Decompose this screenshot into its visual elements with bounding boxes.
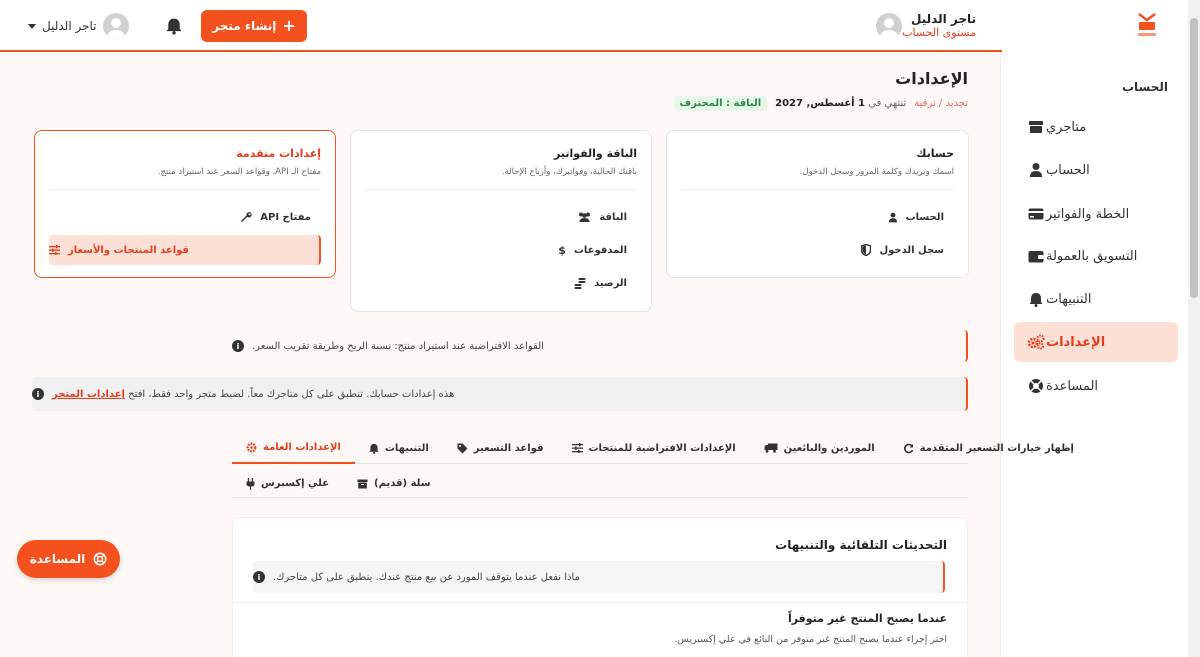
setting-label: عندما يصبح المنتج غير متوفراً: [787, 612, 947, 625]
top-bar: [0, 0, 1002, 52]
lifebuoy-icon: [93, 552, 107, 566]
section-note: i ماذا نفعل عندما يتوقف المورد عن بيع منتج عندك. ينطبق على كل متاجرك.: [253, 561, 945, 593]
auto-updates-panel: [232, 517, 968, 657]
sidebar-item-label: الخطة والفواتير: [1046, 206, 1130, 222]
tab-product-defaults[interactable]: الإعدادات الافتراضية للمنتجات: [558, 432, 750, 464]
sliders-icon: [49, 245, 60, 255]
info-icon: i: [232, 340, 244, 352]
tab-aliexpress[interactable]: علي إكسبرس: [232, 478, 343, 490]
tag-icon: [457, 443, 468, 454]
gear-icon: [246, 442, 257, 453]
card-title: إعدادات متقدمة: [236, 147, 321, 160]
sidebar-item-notifications[interactable]: [1014, 279, 1178, 319]
archive-icon: [357, 479, 368, 489]
plan-expiry: تنتهي في 1 أغسطس, 2027: [775, 98, 907, 109]
renew-upgrade-link[interactable]: تجديد / ترقية: [914, 98, 968, 109]
info-icon: i: [253, 571, 265, 583]
chevron-down-icon: [28, 24, 36, 29]
refresh-icon: [903, 443, 914, 454]
plus-icon: +: [282, 16, 296, 35]
sidebar-item-account[interactable]: [1014, 150, 1178, 190]
sidebar-item-label: متاجري: [1046, 119, 1087, 135]
sidebar-heading: الحساب: [1121, 80, 1168, 94]
section-title: التحديثات التلقائية والتنبيهات: [775, 538, 947, 552]
truck-icon: [764, 443, 778, 453]
advanced-settings-card: [34, 130, 336, 278]
sidebar-item-label: التنبيهات: [1046, 291, 1092, 307]
info-icon: i: [32, 388, 44, 400]
payments-link[interactable]: $ المدفوعات: [558, 243, 627, 257]
sidebar-item-billing[interactable]: [1014, 194, 1178, 234]
tab-salla-legacy[interactable]: سلة (قديم): [343, 478, 445, 489]
plan-status: [674, 96, 968, 111]
avatar: [103, 13, 129, 39]
page-scrollbar[interactable]: [1188, 0, 1200, 657]
store-settings-link[interactable]: إعدادات المتجر: [52, 388, 125, 400]
rules-info-note: i القواعد الافتراضية عند استيراد منتج: نسبة الربح وطريقة تقريب السعر.: [232, 330, 968, 362]
tab-suppliers[interactable]: الموردين والبائعين: [750, 432, 889, 464]
card-subtitle: مفتاح الـ API، وقواعد السعر عند استيراد منتج.: [157, 167, 321, 177]
notifications-bell-icon[interactable]: [166, 17, 182, 35]
sidebar-item-settings[interactable]: [1014, 322, 1178, 362]
balance-link[interactable]: الرصيد: [574, 269, 637, 297]
sidebar-item-label: المساعدة: [1046, 378, 1099, 394]
wrench-icon: [241, 212, 252, 223]
sidebar-item-label: التسويق بالعمولة: [1046, 248, 1138, 264]
plan-badge: الباقة : المحترف: [674, 96, 768, 111]
tab-notifications[interactable]: التنبيهات: [355, 432, 443, 464]
user-name: تاجر الدليل: [911, 12, 976, 26]
users-icon: [578, 212, 591, 222]
sidebar: [1000, 0, 1188, 657]
account-card: [666, 130, 969, 278]
shield-icon: [861, 244, 871, 256]
brand-logo[interactable]: [1136, 10, 1158, 40]
user-icon: [1026, 160, 1046, 180]
avatar: [876, 13, 902, 39]
store-icon: [1026, 117, 1046, 137]
scrollbar-thumb[interactable]: [1190, 18, 1198, 298]
page-title: الإعدادات: [895, 69, 968, 88]
sidebar-item-affiliate[interactable]: [1014, 236, 1178, 276]
user-dropdown[interactable]: [28, 13, 129, 39]
tab-general[interactable]: الإعدادات العامة: [232, 432, 355, 464]
api-key-link[interactable]: مفتاح API: [241, 203, 321, 231]
card-title: حسابك: [916, 147, 954, 160]
user-dropdown-name: تاجر الدليل: [42, 19, 97, 33]
billing-card: [350, 130, 652, 312]
bell-icon: [369, 443, 379, 454]
sidebar-item-label: الإعدادات: [1046, 334, 1106, 350]
settings-tabs: [232, 432, 1074, 464]
user-level[interactable]: مستوى الحساب: [902, 26, 976, 39]
product-price-rules-link[interactable]: قواعد المنتجات والأسعار: [49, 235, 321, 265]
sliders-icon: [572, 443, 583, 453]
card-subtitle: باقتك الحالية، وفواتيرك، وأرباح الإحالة.: [501, 167, 637, 177]
create-store-button[interactable]: إنشاء متجر +: [201, 10, 307, 42]
user-icon: [888, 212, 898, 223]
gears-icon: [1026, 332, 1046, 352]
sidebar-item-my-stores[interactable]: [1014, 107, 1178, 147]
tab-advanced-pricing-toggle[interactable]: إظهار خيارات التسعير المتقدمة: [889, 432, 1088, 464]
help-button[interactable]: المساعدة: [17, 540, 120, 578]
tab-pricing-rules[interactable]: قواعد التسعير: [443, 432, 558, 464]
account-link[interactable]: الحساب: [888, 203, 954, 231]
platform-tabs: [232, 470, 968, 498]
coins-icon: [574, 278, 586, 289]
account-menu[interactable]: [876, 12, 982, 39]
card-title: الباقة والفواتير: [553, 147, 637, 160]
plan-link[interactable]: الباقة: [578, 203, 637, 231]
setting-description: اختر إجراء عندما يصبح المنتج غير متوفر من البائع في علي إكسبريس.: [674, 634, 947, 645]
plug-icon: [246, 478, 255, 490]
sidebar-item-help[interactable]: [1014, 366, 1178, 406]
card-subtitle: اسمك وبريدك وكلمة المرور وسجل الدخول.: [799, 167, 954, 177]
credit-card-icon: [1026, 204, 1046, 224]
dollar-icon: $: [558, 243, 566, 257]
login-history-link[interactable]: سجل الدخول: [861, 236, 954, 264]
bell-icon: [1026, 289, 1046, 309]
sidebar-item-label: الحساب: [1046, 162, 1090, 178]
wallet-icon: [1026, 246, 1046, 266]
account-settings-note: i هذه إعدادات حسابك. تنطبق على كل متاجرك معاً. لضبط متجر واحد فقط، افتح إعدادات المتجر: [32, 377, 968, 411]
lifebuoy-icon: [1026, 376, 1046, 396]
